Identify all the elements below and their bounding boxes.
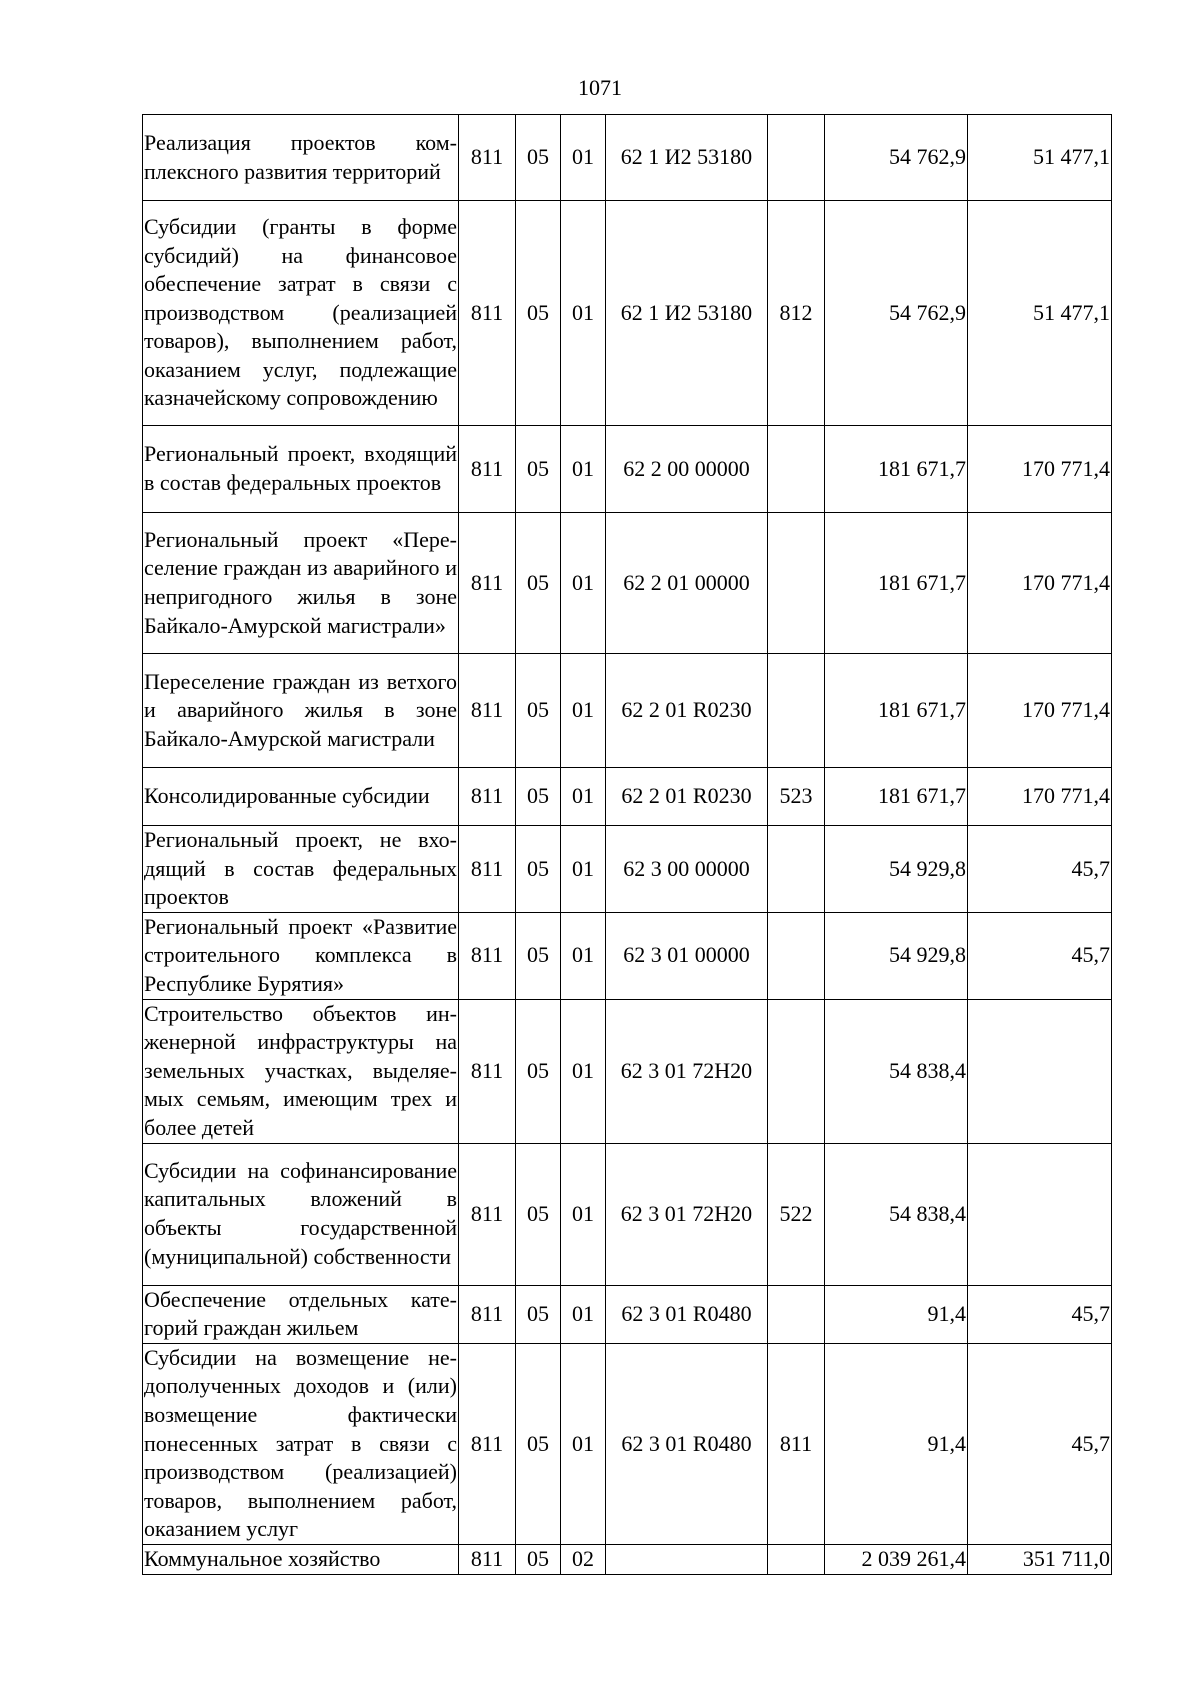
row-name-cell: Региональный проект «Переселение граждан из аварийного и непригодного жилья в зоне Байкало-Амурской магистрали» (143, 513, 459, 654)
expense-type-cell (768, 999, 825, 1143)
section-code-cell: 05 (516, 1544, 561, 1574)
table-row (143, 1285, 1112, 1343)
row-name-cell: Региональный проект «Развитие строительного комплекса в Республике Бурятия» (143, 912, 459, 999)
amount-year-1-cell: 54 838,4 (825, 1143, 968, 1285)
budget-table-body (143, 115, 1112, 1575)
amount-year-2-cell: 51 477,1 (968, 115, 1112, 201)
amount-year-1-cell: 181 671,7 (825, 426, 968, 513)
amount-year-1-cell: 181 671,7 (825, 768, 968, 826)
expense-type-cell: 523 (768, 768, 825, 826)
amount-year-2-cell: 51 477,1 (968, 201, 1112, 426)
table-row (143, 1343, 1112, 1544)
expense-type-cell (768, 1285, 825, 1343)
expense-type-cell (768, 826, 825, 913)
section-code-cell: 05 (516, 999, 561, 1143)
table-row (143, 999, 1112, 1143)
target-article-cell: 62 1 И2 53180 (606, 201, 768, 426)
amount-year-1-cell: 54 762,9 (825, 115, 968, 201)
subsection-code-cell: 01 (561, 1143, 606, 1285)
amount-year-2-cell: 170 771,4 (968, 426, 1112, 513)
ministry-code-cell: 811 (459, 426, 516, 513)
amount-year-2-cell: 45,7 (968, 826, 1112, 913)
row-name-cell: Коммунальное хозяйство (143, 1544, 459, 1574)
amount-year-1-cell: 181 671,7 (825, 654, 968, 768)
target-article-cell: 62 3 01 R0480 (606, 1285, 768, 1343)
row-name-cell: Региональный проект, не входящий в состав федеральных проектов (143, 826, 459, 913)
amount-year-1-cell: 54 929,8 (825, 912, 968, 999)
row-name-cell: Субсидии (гранты в форме субсидий) на финансовое обеспечение затрат в связи с производством (реализацией товаров), выполнением работ, оказанием услуг, подлежащие казначейскому сопровождению (143, 201, 459, 426)
target-article-cell: 62 2 01 00000 (606, 513, 768, 654)
subsection-code-cell: 01 (561, 999, 606, 1143)
expense-type-cell (768, 513, 825, 654)
ministry-code-cell: 811 (459, 1285, 516, 1343)
section-code-cell: 05 (516, 426, 561, 513)
target-article-cell (606, 1544, 768, 1574)
amount-year-1-cell: 54 838,4 (825, 999, 968, 1143)
target-article-cell: 62 2 01 R0230 (606, 768, 768, 826)
section-code-cell: 05 (516, 1143, 561, 1285)
target-article-cell: 62 2 01 R0230 (606, 654, 768, 768)
table-row (143, 912, 1112, 999)
ministry-code-cell: 811 (459, 654, 516, 768)
ministry-code-cell: 811 (459, 201, 516, 426)
section-code-cell: 05 (516, 1285, 561, 1343)
row-name-cell: Консолидированные субсидии (143, 768, 459, 826)
expense-type-cell: 811 (768, 1343, 825, 1544)
amount-year-2-cell: 170 771,4 (968, 768, 1112, 826)
ministry-code-cell: 811 (459, 1143, 516, 1285)
ministry-code-cell: 811 (459, 999, 516, 1143)
subsection-code-cell: 01 (561, 115, 606, 201)
table-row (143, 115, 1112, 201)
row-name-cell: Переселение граждан из ветхого и аварийного жилья в зоне Байкало-Амурской магистрали (143, 654, 459, 768)
amount-year-2-cell: 351 711,0 (968, 1544, 1112, 1574)
amount-year-2-cell: 45,7 (968, 1285, 1112, 1343)
table-row (143, 654, 1112, 768)
ministry-code-cell: 811 (459, 513, 516, 654)
table-row (143, 426, 1112, 513)
table-row (143, 513, 1112, 654)
subsection-code-cell: 01 (561, 426, 606, 513)
amount-year-2-cell: 45,7 (968, 1343, 1112, 1544)
expense-type-cell (768, 1544, 825, 1574)
amount-year-1-cell: 54 929,8 (825, 826, 968, 913)
expense-type-cell (768, 654, 825, 768)
subsection-code-cell: 01 (561, 654, 606, 768)
expense-type-cell: 522 (768, 1143, 825, 1285)
amount-year-1-cell: 2 039 261,4 (825, 1544, 968, 1574)
table-row (143, 1143, 1112, 1285)
expense-type-cell (768, 115, 825, 201)
expense-type-cell: 812 (768, 201, 825, 426)
budget-table (142, 114, 1112, 1575)
row-name-cell: Обеспечение отдельных категорий граждан жильем (143, 1285, 459, 1343)
row-name-cell: Региональный проект, входящий в состав федеральных проектов (143, 426, 459, 513)
table-row (143, 1544, 1112, 1574)
row-name-cell: Реализация проектов комплексного развития территорий (143, 115, 459, 201)
table-row (143, 826, 1112, 913)
ministry-code-cell: 811 (459, 115, 516, 201)
amount-year-2-cell (968, 999, 1112, 1143)
section-code-cell: 05 (516, 768, 561, 826)
ministry-code-cell: 811 (459, 768, 516, 826)
subsection-code-cell: 02 (561, 1544, 606, 1574)
amount-year-1-cell: 91,4 (825, 1285, 968, 1343)
subsection-code-cell: 01 (561, 826, 606, 913)
section-code-cell: 05 (516, 912, 561, 999)
amount-year-2-cell (968, 1143, 1112, 1285)
amount-year-2-cell: 45,7 (968, 912, 1112, 999)
target-article-cell: 62 3 01 00000 (606, 912, 768, 999)
ministry-code-cell: 811 (459, 912, 516, 999)
subsection-code-cell: 01 (561, 513, 606, 654)
row-name-cell: Субсидии на софинансирование капитальных вложений в объекты государственной (муниципальной) собственности (143, 1143, 459, 1285)
section-code-cell: 05 (516, 201, 561, 426)
ministry-code-cell: 811 (459, 1544, 516, 1574)
amount-year-1-cell: 181 671,7 (825, 513, 968, 654)
target-article-cell: 62 3 01 72Н20 (606, 1143, 768, 1285)
page-number: 1071 (578, 75, 622, 100)
amount-year-2-cell: 170 771,4 (968, 513, 1112, 654)
table-row (143, 768, 1112, 826)
section-code-cell: 05 (516, 1343, 561, 1544)
expense-type-cell (768, 426, 825, 513)
subsection-code-cell: 01 (561, 1343, 606, 1544)
section-code-cell: 05 (516, 654, 561, 768)
target-article-cell: 62 3 01 R0480 (606, 1343, 768, 1544)
subsection-code-cell: 01 (561, 1285, 606, 1343)
expense-type-cell (768, 912, 825, 999)
row-name-cell: Строительство объектов инженерной инфраструктуры на земельных участках, выделяемых семьям, имеющим трех и более детей (143, 999, 459, 1143)
table-row (143, 201, 1112, 426)
subsection-code-cell: 01 (561, 201, 606, 426)
amount-year-2-cell: 170 771,4 (968, 654, 1112, 768)
section-code-cell: 05 (516, 115, 561, 201)
amount-year-1-cell: 91,4 (825, 1343, 968, 1544)
subsection-code-cell: 01 (561, 768, 606, 826)
target-article-cell: 62 3 01 72Н20 (606, 999, 768, 1143)
row-name-cell: Субсидии на возмещение недополученных доходов и (или) возмещение фактически понесенных затрат в связи с производством (реализацией) товаров, выполнением работ, оказанием услуг (143, 1343, 459, 1544)
subsection-code-cell: 01 (561, 912, 606, 999)
section-code-cell: 05 (516, 826, 561, 913)
target-article-cell: 62 2 00 00000 (606, 426, 768, 513)
ministry-code-cell: 811 (459, 1343, 516, 1544)
amount-year-1-cell: 54 762,9 (825, 201, 968, 426)
section-code-cell: 05 (516, 513, 561, 654)
target-article-cell: 62 3 00 00000 (606, 826, 768, 913)
target-article-cell: 62 1 И2 53180 (606, 115, 768, 201)
ministry-code-cell: 811 (459, 826, 516, 913)
